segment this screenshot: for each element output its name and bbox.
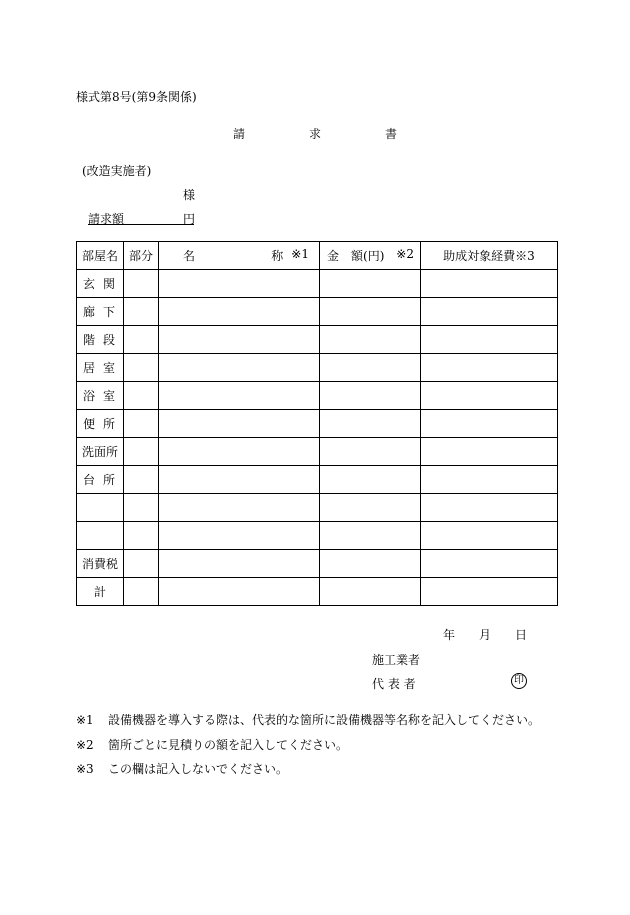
date-row xyxy=(443,626,527,643)
room-name-cell xyxy=(77,382,124,410)
room-name-char-1: 階 xyxy=(83,333,96,347)
table-row xyxy=(77,354,558,382)
header-portion: 部分 xyxy=(124,242,159,270)
item-name-cell xyxy=(159,494,320,522)
subsidy-cost-cell xyxy=(421,466,558,494)
room-name-cell xyxy=(77,466,124,494)
table-header-row xyxy=(77,242,558,270)
portion-cell xyxy=(124,494,159,522)
subsidy-cost-cell xyxy=(421,270,558,298)
item-name-cell xyxy=(159,550,320,578)
note-1-text: 設備機器を導入する際は、代表的な箇所に設備機器等名称を記入してください。 xyxy=(108,713,541,727)
room-name-char-1: 居 xyxy=(83,361,96,375)
room-name-char-1: 玄 xyxy=(83,277,96,291)
note-1-mark: ※1 xyxy=(76,713,94,727)
portion-cell xyxy=(124,438,159,466)
table-row xyxy=(77,578,558,606)
amount-cell xyxy=(320,522,421,550)
room-name-cell xyxy=(77,270,124,298)
claim-amount-underline xyxy=(88,224,194,225)
title-char-3: 書 xyxy=(385,127,398,141)
header-amount-char-2: 額(円) xyxy=(351,249,385,263)
portion-cell xyxy=(124,326,159,354)
amount-cell xyxy=(320,298,421,326)
item-name-cell xyxy=(159,382,320,410)
amount-cell xyxy=(320,550,421,578)
room-name-char-2: 室 xyxy=(102,389,115,403)
room-name: 計 xyxy=(93,585,106,599)
room-name-cell xyxy=(77,410,124,438)
portion-cell xyxy=(124,270,159,298)
room-name-char-1: 台 xyxy=(83,473,96,487)
table-row xyxy=(77,298,558,326)
item-name-cell xyxy=(159,578,320,606)
table-body xyxy=(77,270,558,606)
room-name-char-2: 所 xyxy=(102,473,115,487)
note-2-text: 箇所ごとに見積りの額を記入してください。 xyxy=(108,738,349,752)
item-name-cell xyxy=(159,298,320,326)
table-row xyxy=(77,410,558,438)
room-name-cell xyxy=(77,354,124,382)
portion-cell xyxy=(124,466,159,494)
item-name-cell xyxy=(159,410,320,438)
header-amount xyxy=(320,242,421,270)
table-row xyxy=(77,382,558,410)
subsidy-cost-cell xyxy=(421,326,558,354)
subsidy-cost-cell xyxy=(421,494,558,522)
table-row xyxy=(77,522,558,550)
amount-cell xyxy=(320,354,421,382)
representative-label: 代 表 者 xyxy=(372,677,416,691)
subsidy-cost-cell xyxy=(421,354,558,382)
portion-cell xyxy=(124,522,159,550)
item-name-cell xyxy=(159,438,320,466)
header-name-char-2: 称 xyxy=(271,249,284,263)
header-name-char-1: 名 xyxy=(183,249,196,263)
header-subsidy-cost: 助成対象経費※3 xyxy=(421,242,558,270)
portion-cell xyxy=(124,550,159,578)
room-name-char-1: 廊 xyxy=(83,305,96,319)
room-name: 洗面所 xyxy=(81,445,118,459)
table-row xyxy=(77,326,558,354)
room-name-char-2: 関 xyxy=(102,277,115,291)
room-name-char-1: 浴 xyxy=(83,389,96,403)
table-row xyxy=(77,494,558,522)
subsidy-cost-cell xyxy=(421,522,558,550)
room-name-char-2: 室 xyxy=(102,361,115,375)
subsidy-cost-cell xyxy=(421,298,558,326)
header-amount-note: ※2 xyxy=(396,247,414,261)
amount-cell xyxy=(320,438,421,466)
date-year: 年 xyxy=(443,628,456,642)
subsidy-cost-cell xyxy=(421,382,558,410)
amount-cell xyxy=(320,578,421,606)
room-name-cell xyxy=(77,326,124,354)
item-name-cell xyxy=(159,354,320,382)
contractor-label: 施工業者 xyxy=(372,653,421,667)
title-char-1: 請 xyxy=(232,127,245,141)
header-amount-char-1: 金 xyxy=(327,249,340,263)
expense-table xyxy=(76,241,558,606)
date-day: 日 xyxy=(515,628,528,642)
title-char-2: 求 xyxy=(308,127,321,141)
amount-cell xyxy=(320,270,421,298)
note-2-mark: ※2 xyxy=(76,738,94,752)
subsidy-cost-cell xyxy=(421,410,558,438)
room-name-char-2: 段 xyxy=(102,333,115,347)
room-name: 消費税 xyxy=(81,557,118,571)
amount-cell xyxy=(320,410,421,438)
note-3-text: この欄は記入しないでください。 xyxy=(108,762,289,776)
amount-cell xyxy=(320,382,421,410)
room-name-char-1: 便 xyxy=(83,417,96,431)
portion-cell xyxy=(124,382,159,410)
form-number: 様式第8号(第9条関係) xyxy=(76,90,197,104)
portion-cell xyxy=(124,410,159,438)
table-row xyxy=(77,270,558,298)
room-name-cell xyxy=(77,578,124,606)
date-month: 月 xyxy=(479,628,492,642)
room-name-cell xyxy=(77,522,124,550)
subsidy-cost-cell xyxy=(421,578,558,606)
subsidy-cost-cell xyxy=(421,550,558,578)
header-name-note: ※1 xyxy=(291,247,309,261)
room-name-cell xyxy=(77,550,124,578)
amount-cell xyxy=(320,494,421,522)
item-name-cell xyxy=(159,466,320,494)
seal-mark: 印 xyxy=(511,673,527,689)
room-name-cell xyxy=(77,494,124,522)
portion-cell xyxy=(124,354,159,382)
document-title xyxy=(0,125,630,142)
portion-cell xyxy=(124,578,159,606)
recipient-label: (改造実施者) xyxy=(82,164,152,178)
room-name-cell xyxy=(77,298,124,326)
subsidy-cost-cell xyxy=(421,438,558,466)
amount-cell xyxy=(320,326,421,354)
header-room-name: 部屋名 xyxy=(77,242,124,270)
item-name-cell xyxy=(159,522,320,550)
note-3 xyxy=(76,760,288,777)
portion-cell xyxy=(124,298,159,326)
note-1 xyxy=(76,711,540,728)
honorific: 様 xyxy=(183,188,196,202)
item-name-cell xyxy=(159,270,320,298)
header-item-name xyxy=(159,242,320,270)
note-2 xyxy=(76,736,348,753)
table-row xyxy=(77,438,558,466)
table-row xyxy=(77,466,558,494)
room-name-cell xyxy=(77,438,124,466)
note-3-mark: ※3 xyxy=(76,762,94,776)
item-name-cell xyxy=(159,326,320,354)
room-name-char-2: 下 xyxy=(102,305,115,319)
claim-amount-unit: 円 xyxy=(183,212,196,226)
claim-amount-label: 請求額 xyxy=(88,212,125,226)
amount-cell xyxy=(320,466,421,494)
room-name-char-2: 所 xyxy=(102,417,115,431)
table-row xyxy=(77,550,558,578)
